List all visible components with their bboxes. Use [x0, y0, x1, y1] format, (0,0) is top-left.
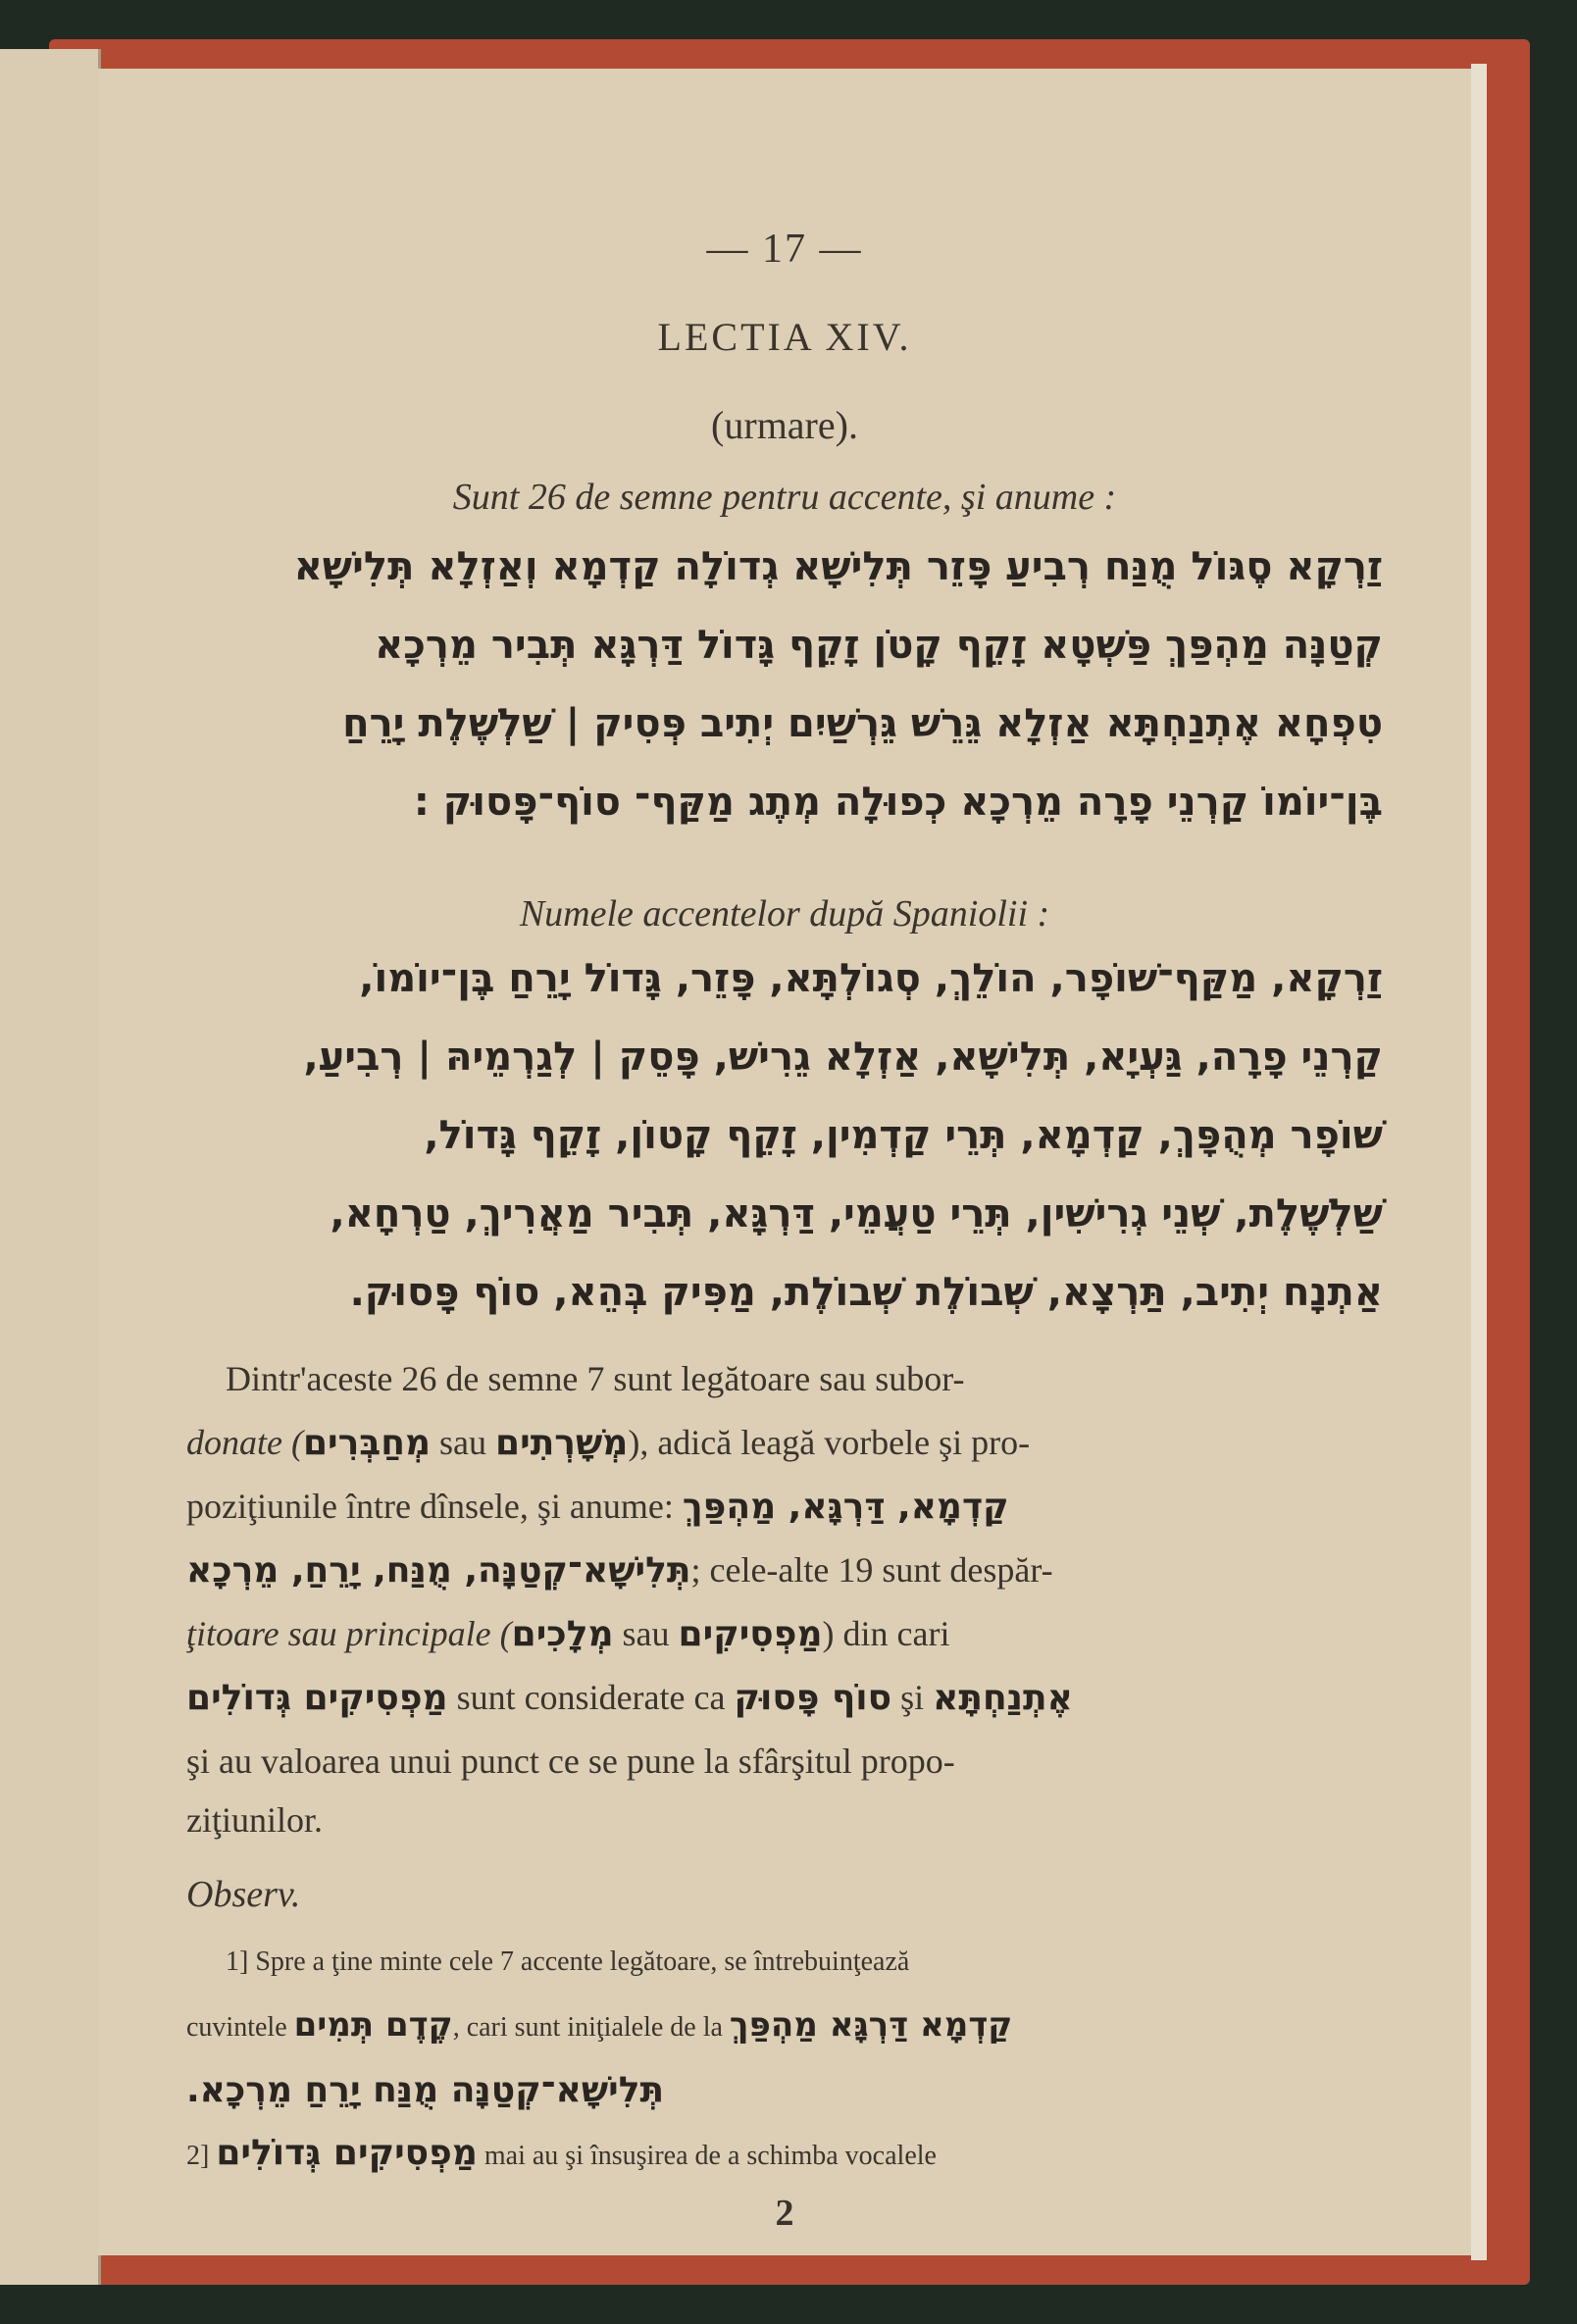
spanish-hebrew-line: זַרְקָא, מַקַּף־שׁוֹפָר, הוֹלֵךְ, סְגוֹלְתָּא, פָּזֵר, גָּדוֹל יָרֵחַ בֶּן־יוֹמוֹ,: [359, 956, 1383, 1001]
paragraph-line: [186, 1486, 1383, 1527]
hebrew-term: קֶדֶם תְּמִים: [293, 2005, 453, 2045]
hebrew-term: קַדְמָא דַּרְגָּא מַהְפַּךְ: [729, 2005, 1013, 2045]
paragraph-line: Dintr'aceste 26 de semne 7 sunt legătoare sau subor-: [226, 1359, 965, 1398]
spanish-hebrew-line: שׁוֹפָר מְהֻפָּךְ, קַדְמָא, תְּרֵי קַדְמִין, זָקֵף קָטוֹן, זָקֵף גָּדוֹל,: [424, 1113, 1383, 1158]
spanish-hebrew-line: אַתְנָח יְתִיב, תַּרְצָא, שְׁבוֹלֶת שְׁבוֹלֶת, מַפִּיק בְּהֵא, סוֹף פָּסוּק.: [349, 1270, 1383, 1315]
hebrew-term: סוֹף פָּסוּק: [734, 1678, 892, 1718]
paragraph-line: [186, 1549, 1383, 1591]
hebrew-term: קַדְמָא, דַּרְגָּא, מַהְפַּךְ: [682, 1487, 1009, 1527]
hebrew-term: תְּלִישָׁא־קְטַנָּה, מֻנַּח, יָרֵחַ, מֵרְכָא: [186, 1550, 691, 1591]
book-page: [98, 69, 1471, 2255]
text-run: ţitoare sau principale (: [186, 1614, 512, 1653]
hebrew-term: תְּלִישָׁא־קְטַנָּה מֻנַּח יָרֵחַ מֵרְכָא.: [186, 2070, 665, 2110]
lesson-subtitle: (urmare).: [711, 403, 858, 447]
observation-line: 1] Spre a ţine minte cele 7 accente legătoare, se întrebuinţează: [226, 1946, 910, 1977]
hebrew-term: מַפְסִיקִים: [678, 1614, 823, 1654]
paragraph-line: [186, 1422, 1383, 1463]
previous-page-edge: [0, 49, 101, 2285]
hebrew-term: אֶתְנַחְתָּא: [933, 1678, 1073, 1718]
hebrew-term: מַפְסִיקִים גְּדוֹלִים: [186, 1678, 448, 1718]
text-run: , cari sunt iniţialele de la: [452, 2012, 730, 2043]
text-run: cuvintele: [186, 2012, 294, 2043]
hebrew-term: מְשָׁרְתִים: [495, 1423, 629, 1463]
text-run: ), adică leagă vorbele şi pro-: [628, 1423, 1031, 1462]
page-stack-edge: [1471, 64, 1487, 2260]
text-run: sau: [431, 1423, 496, 1462]
observation-line: [186, 2069, 1383, 2110]
text-run: donate (: [186, 1423, 303, 1462]
text-run: ) din cari: [822, 1614, 950, 1653]
observation-line: [186, 2133, 1383, 2173]
paragraph-line: [186, 1613, 1383, 1654]
signature-mark: 2: [775, 2193, 794, 2234]
text-run: mai au şi însuşirea de a schimba vocalele: [477, 2141, 937, 2171]
text-run: 2]: [186, 2141, 217, 2171]
spanish-hebrew-line: שַׁלְשֶׁלֶת, שְׁנֵי גְרִישִׁין, תְּרֵי טַעֲמֵי, דַּרְגָּא, תְּבִיר מַאֲרִיךְ, טַרְחָא,: [330, 1191, 1383, 1237]
hebrew-term: מְחַבְּרִים: [302, 1423, 432, 1463]
observ-heading: Observ.: [186, 1874, 301, 1915]
text-run: ; cele-alte 19 sunt despăr-: [690, 1550, 1053, 1590]
accents-hebrew-line: בֶּן־יוֹמוֹ קַרְנֵי פָרָה מֵרְכָא כְפוּלָה מְתֶג מַקַּף־ סוֹף־פָּסוּק :: [413, 780, 1383, 825]
accents-hebrew-line: קְטַנָּה מַהְפַּךְ פַּשְׁטָא זָקֵף קָטֹן זָקֵף גָּדוֹל דַּרְגָּא תְּבִיר מֵרְכָא: [375, 623, 1383, 668]
intro-heading: Sunt 26 de semne pentru accente, şi anume :: [452, 477, 1117, 518]
paragraph-line: [186, 1677, 1383, 1718]
observation-line: [186, 2005, 1383, 2045]
paragraph-line: şi au valoarea unui punct ce se pune la sfârşitul propo-: [186, 1742, 955, 1781]
accents-hebrew-line: זַרְקָא סֶגּוֹל מֻנַּח רְבִיעַ פָּזֵר תְּלִישָׁא גְדוֹלָה קַדְמָא וְאַזְלָא תְּלִישָׁא: [293, 544, 1383, 589]
hebrew-term: מַפְסִיקִים גְּדוֹלִים: [216, 2133, 478, 2173]
spanish-hebrew-line: קַרְנֵי פָרָה, גַּעְיָא, תְּלִישָׁא, אַזְלָא גֵרִישׁ, פָּסֵק | לְגַרְמֵיהּ | רְבִיעַ,: [303, 1035, 1383, 1080]
text-run: şi: [891, 1678, 934, 1717]
text-run: sunt considerate ca: [447, 1678, 735, 1717]
spanish-heading: Numele accentelor după Spaniolii :: [519, 893, 1050, 935]
lesson-title: LECTIA XIV.: [657, 315, 912, 359]
accents-hebrew-line: טִפְחָא אֶתְנַחְתָּא אַזְלָא גֵּרֵשׁ גֵּרְשַׁיִם יְתִיב פְּסִיק | שַׁלְשֶׁלֶת יָרֵחַ: [342, 701, 1383, 746]
paragraph-line: ziţiunilor.: [186, 1800, 323, 1840]
text-run: sau: [613, 1614, 679, 1653]
hebrew-term: מְלָכִים: [511, 1614, 614, 1654]
running-head: — 17 —: [706, 227, 863, 272]
text-run: poziţiunile între dînsele, şi anume:: [186, 1487, 683, 1526]
